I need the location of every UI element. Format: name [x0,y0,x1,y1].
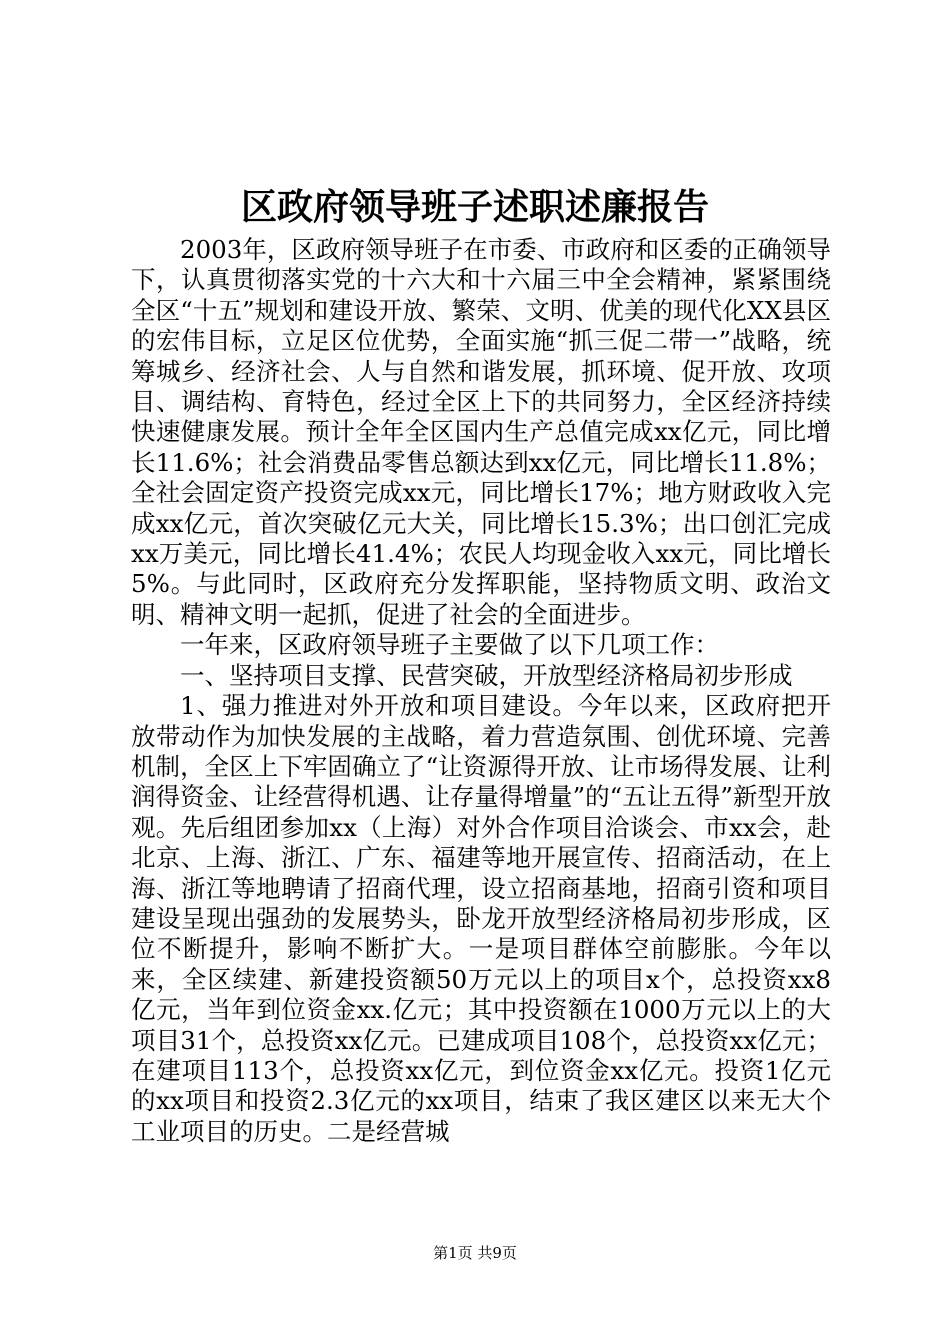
document-title: 区政府领导班子述职述廉报告 [240,186,709,228]
page-number-footer: 第1页 共9页 [433,1244,517,1262]
paragraph-overview: 一年来，区政府领导班子主要做了以下几项工作： [180,630,719,660]
paragraph-intro: 2003年，区政府领导班子在市委、市政府和区委的正确领导下，认真贯彻落实党的十六大和十六届三中全会精神，紧紧围绕全区“十五”规划和建设开放、繁荣、文明、优美的现代化XX县区的宏伟目标，立足区位优势，全面实施“抓三促二带一”战略，统筹城乡、经济社会、人与自然和谐发展，抓环境、促开放、攻项目、调结构、育特色，经过全区上下的共同努力，全区经济持续快速健康发展。预计全年全区国内生产总值完成xx亿元，同比增长11.6%；社会消费品零售总额达到xx亿元，同比增长11.8%；全社会固定资产投资完成xx元，同比增长17%；地方财政收入完成xx亿元，首次突破亿元大关，同比增长15.3%；出口创汇完成xx万美元，同比增长41.4%；农民人均现金收入xx元，同比增长5%。与此同时，区政府充分发挥职能，坚持物质文明、政治文明、精神文明一起抓，促进了社会的全面进步。 [131,235,831,629]
document-body [131,235,831,1147]
paragraph-item-1: 1、强力推进对外开放和项目建设。今年以来，区政府把开放带动作为加快发展的主战略，着力营造氛围、创优环境、完善机制，全区上下牢固确立了“让资源得开放、让市场得发展、让利润得资金、让经营得机遇、让存量得增量”的“五让五得”新型开放观。先后组团参加xx（上海）对外合作项目洽谈会、市xx会，赴北京、上海、浙江、广东、福建等地开展宣传、招商活动，在上海、浙江等地聘请了招商代理，设立招商基地，招商引资和项目建设呈现出强劲的发展势头，卧龙开放型经济格局初步形成，区位不断提升，影响不断扩大。一是项目群体空前膨胀。今年以来，全区续建、新建投资额50万元以上的项目x个，总投资xx8亿元，当年到位资金xx.亿元；其中投资额在1000万元以上的大项目31个，总投资xx亿元。已建成项目108个，总投资xx亿元；在建项目113个，总投资xx亿元，到位资金xx亿元。投资1亿元的xx项目和投资2.3亿元的xx项目，结束了我区建区以来无大个工业项目的历史。二是经营城 [131,691,831,1146]
section-heading-1: 一、坚持项目支撑、民营突破，开放型经济格局初步形成 [180,660,793,690]
